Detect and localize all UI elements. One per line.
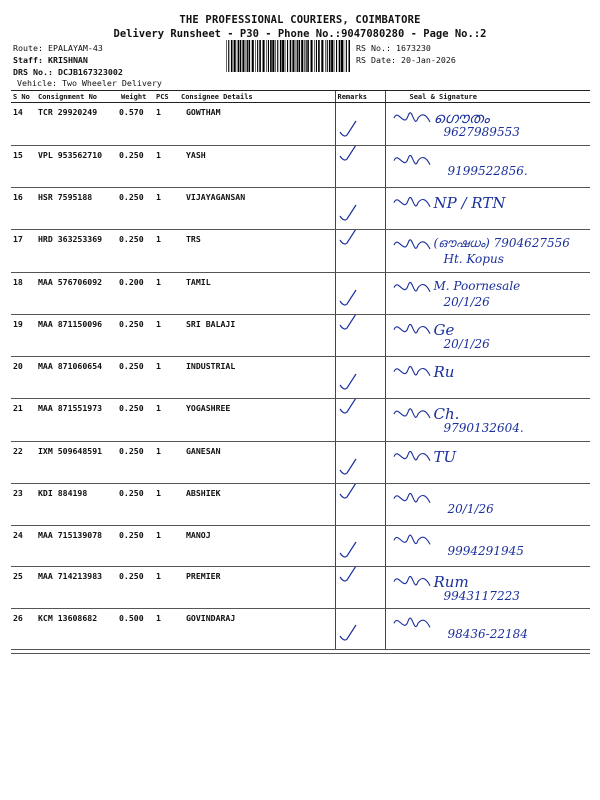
signature-note: 20/1/26 [443, 337, 490, 351]
col-weight: Weight [119, 91, 154, 103]
delivered-tick-mark [336, 315, 386, 357]
barcode-bar [321, 40, 323, 72]
table-row [11, 315, 590, 357]
cell-sno: 23 [11, 484, 36, 526]
barcode-bar [339, 40, 341, 72]
cell-pcs: 1 [154, 103, 179, 146]
delivered-tick-mark [336, 567, 386, 609]
cell-consignee: MANOJ [179, 526, 335, 567]
cell-remarks [335, 146, 385, 188]
barcode-bar [257, 40, 258, 72]
barcode-bar [344, 40, 345, 72]
cell-consignment: TCR 29920249 [36, 103, 119, 146]
barcode-bar [242, 40, 244, 72]
barcode-bar [228, 40, 229, 72]
barcode-bar [301, 40, 303, 72]
barcode-image [226, 40, 350, 72]
delivered-tick-mark [336, 230, 386, 273]
cell-consignee: GOVINDARAJ [179, 609, 335, 650]
cell-consignment: HSR 7595188 [36, 188, 119, 230]
cell-seal-signature [385, 103, 590, 146]
drs-number: DRS No.: DCJB167323002 [13, 67, 123, 77]
cell-pcs: 1 [154, 273, 179, 315]
cell-remarks [335, 230, 385, 273]
cell-weight: 0.570 [119, 103, 154, 146]
cell-consignment: MAA 576706092 [36, 273, 119, 315]
rs-date: RS Date: 20-Jan-2026 [356, 55, 456, 65]
table-row [11, 273, 590, 315]
barcode-bar [336, 40, 337, 72]
delivered-tick-mark [336, 357, 386, 399]
signature-text: Ge [433, 321, 455, 339]
cell-pcs: 1 [154, 442, 179, 484]
signature-scribble [386, 357, 591, 399]
barcode-bar [275, 40, 276, 72]
table-row [11, 609, 590, 650]
barcode-bar [237, 40, 238, 72]
cell-pcs: 1 [154, 484, 179, 526]
col-consignment: Consignment No [36, 91, 119, 103]
barcode-bar [331, 40, 333, 72]
signature-note: 20/1/26 [443, 295, 490, 309]
cell-consignee: ABSHIEK [179, 484, 335, 526]
cell-consignment: MAA 871060654 [36, 357, 119, 399]
cell-consignment: KCM 13608682 [36, 609, 119, 650]
cell-remarks [335, 273, 385, 315]
table-row [11, 230, 590, 273]
barcode-bar [280, 40, 282, 72]
barcode-bar [259, 40, 261, 72]
barcode-bar [270, 40, 272, 72]
barcode-bar [290, 40, 292, 72]
route-label: Route: EPALAYAM-43 [13, 43, 103, 53]
cell-pcs: 1 [154, 399, 179, 442]
runsheet-table [11, 90, 590, 650]
cell-sno: 22 [11, 442, 36, 484]
cell-weight: 0.250 [119, 230, 154, 273]
cell-consignment: IXM 509648591 [36, 442, 119, 484]
cell-consignee: YASH [179, 146, 335, 188]
delivered-tick-mark [336, 103, 386, 146]
cell-consignee: GANESAN [179, 442, 335, 484]
barcode-bar [285, 40, 286, 72]
barcode-bar [314, 40, 315, 72]
barcode-bar [238, 40, 239, 72]
signature-text: Rum [433, 573, 469, 591]
cell-seal-signature [385, 399, 590, 442]
cell-remarks [335, 315, 385, 357]
delivered-tick-mark [336, 399, 386, 442]
cell-consignee: SRI BALAJI [179, 315, 335, 357]
cell-seal-signature [385, 188, 590, 230]
barcode-bar [226, 40, 227, 72]
barcode-bar [306, 40, 307, 72]
cell-consignee: PREMIER [179, 567, 335, 609]
cell-consignment: HRD 363253369 [36, 230, 119, 273]
cell-sno: 21 [11, 399, 36, 442]
cell-pcs: 1 [154, 609, 179, 650]
signature-note: 9627989553 [443, 125, 520, 139]
signature-note: 9199522856. [447, 164, 528, 178]
table-row [11, 357, 590, 399]
cell-weight: 0.250 [119, 357, 154, 399]
barcode-bar [307, 40, 309, 72]
table-row [11, 567, 590, 609]
cell-weight: 0.250 [119, 315, 154, 357]
barcode-bar [240, 40, 242, 72]
signature-note: 9994291945 [447, 544, 524, 558]
barcode-bar [282, 40, 284, 72]
delivered-tick-mark [336, 146, 386, 188]
signature-text: (ഔഷധം) 7904627556 [433, 236, 570, 250]
signature-note: 9790132604. [443, 421, 524, 435]
cell-weight: 0.500 [119, 609, 154, 650]
barcode-bar [318, 40, 320, 72]
cell-sno: 15 [11, 146, 36, 188]
cell-pcs: 1 [154, 567, 179, 609]
cell-sno: 14 [11, 103, 36, 146]
barcode-bar [292, 40, 294, 72]
signature-text: Ru [433, 363, 455, 381]
cell-pcs: 1 [154, 315, 179, 357]
barcode-bar [277, 40, 278, 72]
vehicle-label: Vehicle: Two Wheeler Delivery [17, 78, 162, 88]
cell-sno: 18 [11, 273, 36, 315]
barcode-bar [272, 40, 274, 72]
runsheet-title: Delivery Runsheet - P30 - Phone No.:9047080280 - Page No.:2 [113, 28, 487, 40]
cell-consignee: INDUSTRIAL [179, 357, 335, 399]
cell-consignment: MAA 871150096 [36, 315, 119, 357]
cell-consignee: YOGASHREE [179, 399, 335, 442]
cell-seal-signature [385, 273, 590, 315]
delivered-tick-mark [336, 442, 386, 484]
barcode-bar [316, 40, 317, 72]
cell-seal-signature [385, 526, 590, 567]
signature-text: Ch. [433, 405, 460, 423]
col-remarks: Remarks [335, 91, 385, 103]
cell-remarks [335, 484, 385, 526]
cell-remarks [335, 442, 385, 484]
signature-text: M. Poornesale [433, 279, 521, 293]
barcode-bar [247, 40, 248, 72]
cell-sno: 16 [11, 188, 36, 230]
cell-seal-signature [385, 442, 590, 484]
barcode-bar [287, 40, 288, 72]
table-row [11, 399, 590, 442]
delivered-tick-mark [336, 188, 386, 230]
cell-seal-signature [385, 357, 590, 399]
cell-consignment: MAA 714213983 [36, 567, 119, 609]
cell-remarks [335, 526, 385, 567]
barcode-bar [296, 40, 297, 72]
table-row [11, 146, 590, 188]
table-row [11, 188, 590, 230]
cell-remarks [335, 188, 385, 230]
cell-pcs: 1 [154, 146, 179, 188]
signature-text: ഗൌതം [433, 109, 490, 127]
cell-seal-signature [385, 609, 590, 650]
barcode-bar [268, 40, 269, 72]
cell-remarks [335, 399, 385, 442]
barcode-bar [304, 40, 305, 72]
barcode-bar [327, 40, 328, 72]
cell-weight: 0.250 [119, 399, 154, 442]
barcode-bar [252, 40, 254, 72]
barcode-bar [234, 40, 236, 72]
barcode-bar [341, 40, 343, 72]
cell-pcs: 1 [154, 230, 179, 273]
table-row [11, 526, 590, 567]
cell-weight: 0.250 [119, 526, 154, 567]
barcode-bar [255, 40, 256, 72]
signature-text: TU [433, 448, 457, 466]
signature-note: 20/1/26 [447, 502, 494, 516]
cell-consignment: VPL 953562710 [36, 146, 119, 188]
cell-weight: 0.250 [119, 188, 154, 230]
cell-sno: 26 [11, 609, 36, 650]
cell-pcs: 1 [154, 357, 179, 399]
signature-scribble [386, 442, 591, 484]
cell-remarks [335, 103, 385, 146]
delivered-tick-mark [336, 609, 386, 650]
barcode-bar [299, 40, 301, 72]
table-row [11, 442, 590, 484]
staff-label: Staff: KRISHNAN [13, 55, 88, 65]
cell-weight: 0.200 [119, 273, 154, 315]
barcode-bar [311, 40, 313, 72]
table-row [11, 103, 590, 146]
table-header-row [11, 91, 590, 103]
cell-seal-signature [385, 484, 590, 526]
signature-note: Ht. Kopus [443, 252, 504, 266]
delivered-tick-mark [336, 273, 386, 315]
cell-weight: 0.250 [119, 484, 154, 526]
cell-sno: 17 [11, 230, 36, 273]
cell-sno: 25 [11, 567, 36, 609]
barcode-bar [297, 40, 298, 72]
cell-sno: 24 [11, 526, 36, 567]
rs-number: RS No.: 1673230 [356, 43, 431, 53]
barcode-bar [325, 40, 326, 72]
barcode-bar [266, 40, 267, 72]
cell-pcs: 1 [154, 526, 179, 567]
cell-weight: 0.250 [119, 442, 154, 484]
cell-weight: 0.250 [119, 146, 154, 188]
signature-note: 9943117223 [443, 589, 520, 603]
cell-seal-signature [385, 315, 590, 357]
col-sno: S No [11, 91, 36, 103]
table-bottom-rule [11, 653, 590, 654]
cell-remarks [335, 567, 385, 609]
cell-remarks [335, 609, 385, 650]
cell-consignee: GOWTHAM [179, 103, 335, 146]
delivered-tick-mark [336, 526, 386, 567]
cell-consignee: TAMIL [179, 273, 335, 315]
cell-sno: 20 [11, 357, 36, 399]
barcode-bar [334, 40, 335, 72]
cell-remarks [335, 357, 385, 399]
cell-sno: 19 [11, 315, 36, 357]
barcode-bar [349, 40, 351, 72]
col-pcs: PCS [154, 91, 179, 103]
cell-consignee: VIJAYAGANSAN [179, 188, 335, 230]
cell-seal-signature [385, 567, 590, 609]
cell-consignment: MAA 871551973 [36, 399, 119, 442]
cell-consignment: MAA 715139078 [36, 526, 119, 567]
cell-consignee: TRS [179, 230, 335, 273]
barcode-bar [263, 40, 265, 72]
barcode-bar [346, 40, 347, 72]
barcode-bar [246, 40, 247, 72]
col-seal-signature: Seal & Signature [385, 91, 590, 103]
delivered-tick-mark [336, 484, 386, 526]
cell-seal-signature [385, 230, 590, 273]
barcode-bar [249, 40, 251, 72]
barcode-bar [231, 40, 233, 72]
company-title: THE PROFESSIONAL COURIERS, COIMBATORE [179, 14, 421, 26]
cell-weight: 0.250 [119, 567, 154, 609]
cell-seal-signature [385, 146, 590, 188]
col-consignee: Consignee Details [179, 91, 335, 103]
cell-pcs: 1 [154, 188, 179, 230]
barcode-bar [329, 40, 331, 72]
signature-note: 98436-22184 [447, 627, 528, 641]
table-row [11, 484, 590, 526]
cell-consignment: KDI 884198 [36, 484, 119, 526]
signature-text: NP / RTN [433, 194, 506, 212]
